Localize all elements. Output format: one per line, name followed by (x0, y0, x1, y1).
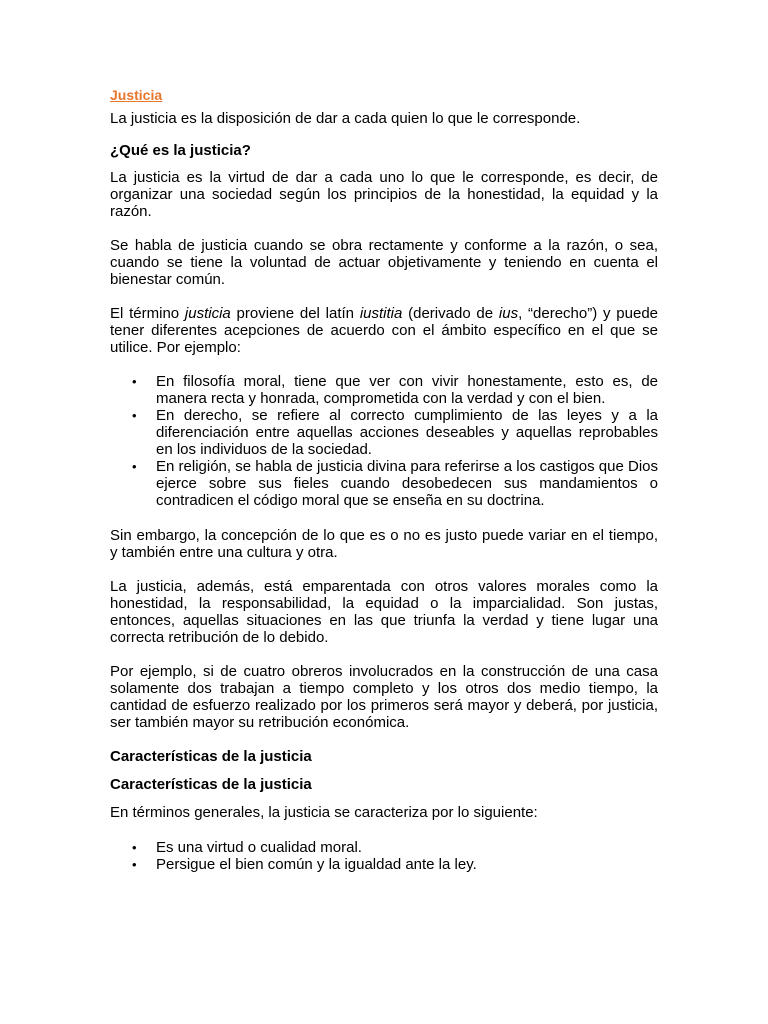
etymology-text-c: proviene del latín (230, 305, 360, 322)
etymology-paragraph (110, 305, 658, 356)
characteristics-heading: Características de la justicia (110, 748, 312, 765)
definition-paragraph: La justicia es la virtud de dar a cada uno lo que le corresponde, es decir, de organizar una sociedad según los principios de la honestidad, la equidad y la razón. (110, 169, 658, 220)
example-paragraph: Por ejemplo, si de cuatro obreros involucrados en la construcción de una casa solamente dos trabajan a tiempo completo y los otros dos medio tiempo, la cantidad de esfuerzo realizado por los primeros será mayor y deberá, por justicia, ser también mayor su retribución económica. (110, 663, 658, 731)
list-item-text: Es una virtud o cualidad moral. (156, 839, 362, 856)
list-item-text: En derecho, se refiere al correcto cumplimiento de las leyes y a la diferenciación entre aquellas acciones deseables y aquellas reprobables en los individuos de la sociedad. (156, 407, 658, 458)
etymology-term-iustitia: iustitia (359, 305, 403, 322)
characteristics-list (110, 839, 658, 873)
meanings-list (110, 373, 658, 509)
list-item-text: Persigue el bien común y la igualdad ante la ley. (156, 856, 477, 873)
etymology-text-a: El término (110, 305, 185, 322)
bullet-icon: • (132, 408, 137, 423)
general-terms-paragraph: En términos generales, la justicia se caracteriza por lo siguiente: (110, 804, 538, 821)
bullet-icon: • (132, 374, 137, 389)
etymology-text-g: , “derecho”) y puede tener diferentes acepciones de acuerdo con el ámbito específico en el que se utilice. Por ejemplo: (110, 305, 658, 356)
list-item (110, 458, 658, 509)
list-item-text: En filosofía moral, tiene que ver con vivir honestamente, esto es, de manera recta y honrada, comprometida con la verdad y con el bien. (156, 373, 658, 407)
variation-paragraph: Sin embargo, la concepción de lo que es o no es justo puede variar en el tiempo, y también entre una cultura y otra. (110, 527, 658, 561)
intro-paragraph: La justicia es la disposición de dar a cada quien lo que le corresponde. (110, 110, 581, 127)
etymology-text-e: (derivado de (402, 305, 499, 322)
bullet-icon: • (132, 857, 137, 872)
question-heading: ¿Qué es la justicia? (110, 142, 251, 159)
list-item (110, 407, 658, 458)
values-paragraph: La justicia, además, está emparentada con otros valores morales como la honestidad, la responsabilidad, la equidad o la imparcialidad. Son justas, entonces, aquellas situaciones en las que triunfa la verdad y tiene lugar una correcta retribución de lo debido. (110, 578, 658, 646)
etymology-term-justicia: justicia (184, 305, 231, 322)
list-item (110, 839, 658, 856)
list-item (110, 856, 658, 873)
bullet-icon: • (132, 840, 137, 855)
characteristics-heading-repeat: Características de la justicia (110, 776, 312, 793)
bullet-icon: • (132, 459, 137, 474)
list-item (110, 373, 658, 407)
document-title-link[interactable]: Justicia (110, 87, 163, 103)
list-item-text: En religión, se habla de justicia divina para referirse a los castigos que Dios ejerce sobre sus fieles cuando desobedecen sus mandamientos o contradicen el código moral que se enseña en su doctrina. (156, 458, 658, 509)
rectitude-paragraph: Se habla de justicia cuando se obra rectamente y conforme a la razón, o sea, cuando se tiene la voluntad de actuar objetivamente y teniendo en cuenta el bienestar común. (110, 237, 658, 288)
etymology-term-ius: ius (498, 305, 519, 322)
document-page (110, 86, 658, 891)
